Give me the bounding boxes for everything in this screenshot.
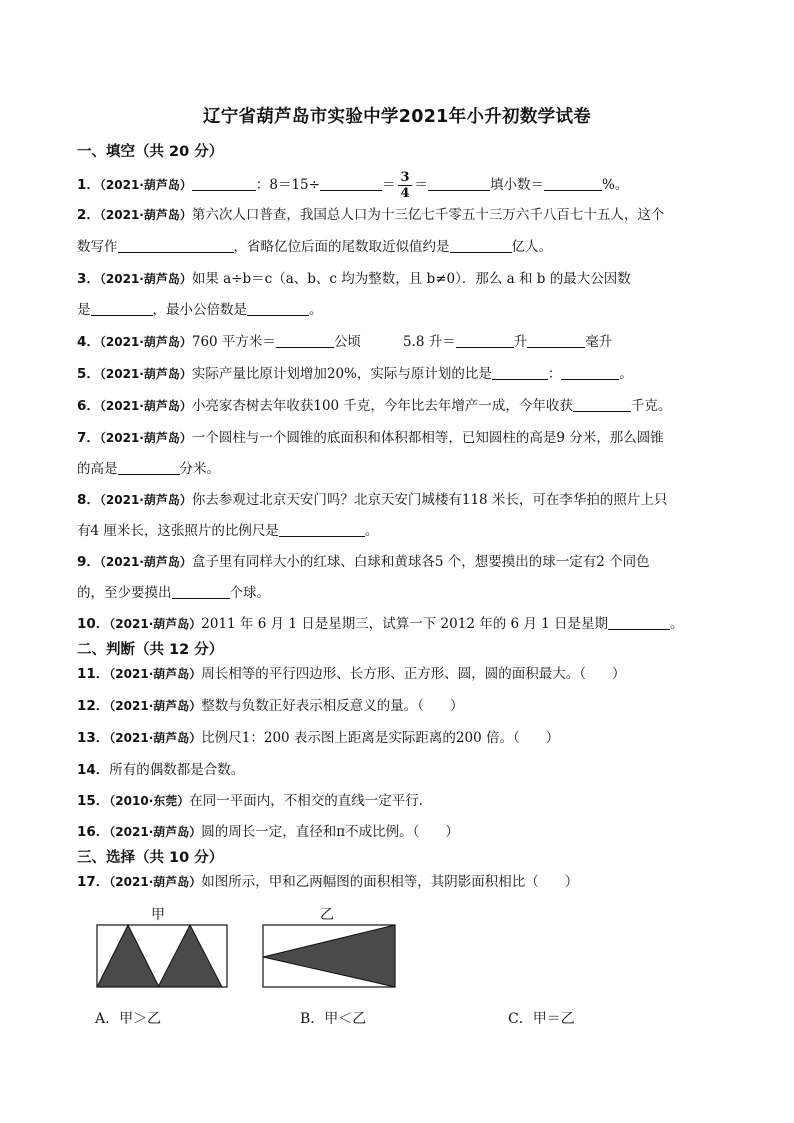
question-source: （2021·葫芦岛） [99, 272, 192, 286]
question-text: 。 [619, 366, 633, 382]
question-text: 第六次人口普查，我国总人口为十三亿七千零五十三万六千八百七十五人，这个 [191, 207, 665, 223]
answer-blank[interactable] [608, 615, 670, 630]
question-text: ） [445, 824, 459, 840]
question-number: 15． [77, 793, 110, 809]
question-source: （2021·葫芦岛） [99, 555, 192, 569]
question-text: 圆的周长一定，直径和π不成比例。（ [201, 824, 420, 840]
question-source: （2021·葫芦岛） [109, 731, 202, 745]
question-text: 千克。 [630, 398, 672, 414]
question-number: 7． [77, 430, 100, 446]
question-number: 11． [77, 666, 110, 682]
question-text: 是 [77, 302, 91, 318]
question-text: ） [545, 730, 560, 746]
fraction-numerator: 3 [400, 170, 410, 185]
question-number: 5． [77, 366, 100, 382]
question-3 [77, 269, 631, 289]
question-source: （2021·葫芦岛） [99, 493, 192, 507]
question-7 [77, 428, 664, 448]
question-text: 公顷 [333, 334, 361, 350]
question-16 [77, 822, 459, 842]
answer-blank[interactable] [544, 176, 602, 191]
question-number: 2． [77, 207, 100, 223]
answer-blank[interactable] [276, 333, 334, 348]
question-source: （2021·葫芦岛） [99, 208, 192, 222]
question-text: ： [547, 366, 562, 382]
question-number: 17． [77, 874, 110, 890]
question-6 [77, 396, 671, 416]
answer-blank[interactable] [527, 333, 585, 348]
question-text: 5.8 升＝ [402, 334, 456, 350]
figure-a-triangles [96, 924, 228, 988]
question-2-line-2 [77, 237, 552, 257]
section-heading-fill: 一、填空（共 20 分） [77, 144, 224, 160]
question-text: 有4 厘米长，这张照片的比例尺是 [77, 523, 279, 539]
answer-blank[interactable] [492, 365, 548, 380]
question-text: %。 [602, 177, 629, 193]
figure-label-b: 乙 [320, 907, 334, 923]
answer-blank[interactable] [428, 176, 490, 191]
question-8-line-2 [77, 521, 378, 541]
answer-blank[interactable] [247, 301, 309, 316]
answer-blank[interactable] [573, 397, 631, 412]
question-text: 毫升 [585, 334, 613, 350]
question-source: （2021·葫芦岛） [99, 399, 192, 413]
question-text: ＝ [414, 177, 429, 193]
question-15 [77, 791, 432, 811]
option-b[interactable]: B．甲＜乙 [300, 1011, 367, 1027]
question-11 [77, 664, 626, 684]
question-text: ） [564, 874, 579, 890]
question-text: 数写作 [77, 239, 118, 255]
question-text: 升 [513, 334, 528, 350]
question-number: 1． [77, 177, 100, 193]
question-text: 在同一平面内，不相交的直线一定平行． [189, 793, 433, 809]
fraction-denominator: 4 [400, 186, 410, 201]
question-number: 8． [77, 492, 100, 508]
fraction [398, 170, 411, 201]
answer-blank[interactable] [118, 460, 180, 475]
question-text: 的高是 [77, 461, 118, 477]
question-number: 4． [77, 334, 100, 350]
question-text: 比例尺1：200 表示图上距离是实际距离的200 倍。（ [201, 730, 520, 746]
question-17 [77, 872, 578, 892]
page-title: 辽宁省葫芦岛市实验中学2021年小升初数学试卷 [202, 107, 592, 127]
question-7-line-2 [77, 459, 220, 479]
question-8 [77, 490, 667, 510]
question-text: 你去参观过北京天安门吗？北京天安门城楼有118 米长，可在李华拍的照片上只 [191, 492, 668, 508]
question-text: 如果 a÷b＝c（a、b、c 均为整数，且 b≠0）．那么 a 和 b 的最大公因数 [191, 271, 631, 287]
answer-blank[interactable] [118, 238, 234, 253]
answer-blank[interactable] [320, 176, 382, 191]
question-text: 整数与负数正好表示相反意义的量。（ [201, 698, 425, 714]
section-heading-judge: 二、判断（共 12 分） [77, 642, 224, 658]
question-text: ：8＝15÷ [255, 177, 320, 193]
question-text: 分米。 [179, 461, 220, 477]
question-text: 所有的偶数都是合数。 [109, 762, 245, 778]
figure-b-triangle [262, 924, 396, 988]
question-10 [77, 614, 684, 634]
question-text: 。 [670, 616, 684, 632]
question-text: 小亮家杏树去年收获100 千克，今年比去年增产一成，今年收获 [191, 398, 573, 414]
question-9 [77, 552, 650, 572]
figure-label-a: 甲 [151, 907, 165, 923]
question-text: 。 [364, 523, 379, 539]
question-number: 12． [77, 698, 110, 714]
answer-blank[interactable] [561, 365, 619, 380]
question-source: （2021·葫芦岛） [109, 875, 202, 889]
question-13 [77, 728, 559, 748]
option-a[interactable]: A．甲＞乙 [95, 1011, 162, 1027]
question-text: 亿人。 [511, 239, 552, 255]
question-source: （2021·葫芦岛） [99, 335, 192, 349]
question-2 [77, 205, 664, 225]
question-text: 如图所示，甲和乙两幅图的面积相等，其阴影面积相比（ [201, 874, 539, 890]
question-source: （2021·葫芦岛） [99, 178, 192, 192]
question-number: 13． [77, 730, 110, 746]
answer-blank[interactable] [172, 584, 230, 599]
question-number: 6． [77, 398, 100, 414]
question-12 [77, 696, 464, 716]
question-text: 填小数＝ [490, 177, 545, 193]
question-text: ，最小公倍数是 [152, 302, 247, 318]
question-text: ＝ [381, 177, 396, 193]
question-text: 周长相等的平行四边形、长方形、正方形、圆，圆的面积最大。（ [201, 666, 587, 682]
question-text: 。 [309, 302, 323, 318]
question-number: 3． [77, 271, 100, 287]
question-number: 10． [77, 616, 110, 632]
question-14 [77, 760, 244, 780]
answer-blank[interactable] [456, 333, 514, 348]
question-text: 2011 年 6 月 1 日是星期三，试算一下 2012 年的 6 月 1 日是星期 [201, 616, 609, 632]
question-text: 盒子里有同样大小的红球、白球和黄球各5 个，想要摸出的球一定有2 个同色 [191, 554, 650, 570]
question-1 [77, 170, 628, 201]
question-9-line-2 [77, 583, 270, 603]
question-source: （2021·葫芦岛） [99, 367, 192, 381]
option-c[interactable]: C．甲＝乙 [508, 1011, 575, 1027]
question-text: 个球。 [229, 585, 270, 601]
answer-blank[interactable] [192, 176, 256, 191]
question-text: ） [612, 666, 626, 682]
question-4 [77, 332, 612, 352]
answer-blank[interactable] [450, 238, 512, 253]
question-source: （2010·东莞） [109, 794, 190, 808]
question-source: （2021·葫芦岛） [109, 667, 202, 681]
question-text: 760 平方米＝ [191, 334, 276, 350]
question-source: （2021·葫芦岛） [109, 825, 202, 839]
question-source: （2021·葫芦岛） [99, 431, 192, 445]
question-text: ，省略亿位后面的尾数取近似值约是 [233, 239, 450, 255]
question-number: 14． [77, 762, 110, 778]
question-source: （2021·葫芦岛） [109, 699, 202, 713]
question-3-line-2 [77, 300, 323, 320]
question-source: （2021·葫芦岛） [109, 617, 202, 631]
answer-blank[interactable] [91, 301, 153, 316]
question-text: 一个圆柱与一个圆锥的底面积和体积都相等，已知圆柱的高是9 分米，那么圆锥 [191, 430, 664, 446]
question-5 [77, 364, 633, 384]
section-heading-choice: 三、选择（共 10 分） [77, 850, 224, 866]
question-number: 16． [77, 824, 110, 840]
question-text: ） [450, 698, 464, 714]
question-number: 9． [77, 554, 100, 570]
question-text: 实际产量比原计划增加20%，实际与原计划的比是 [191, 366, 492, 382]
answer-blank[interactable] [279, 522, 365, 537]
question-text: 的，至少要摸出 [77, 585, 172, 601]
